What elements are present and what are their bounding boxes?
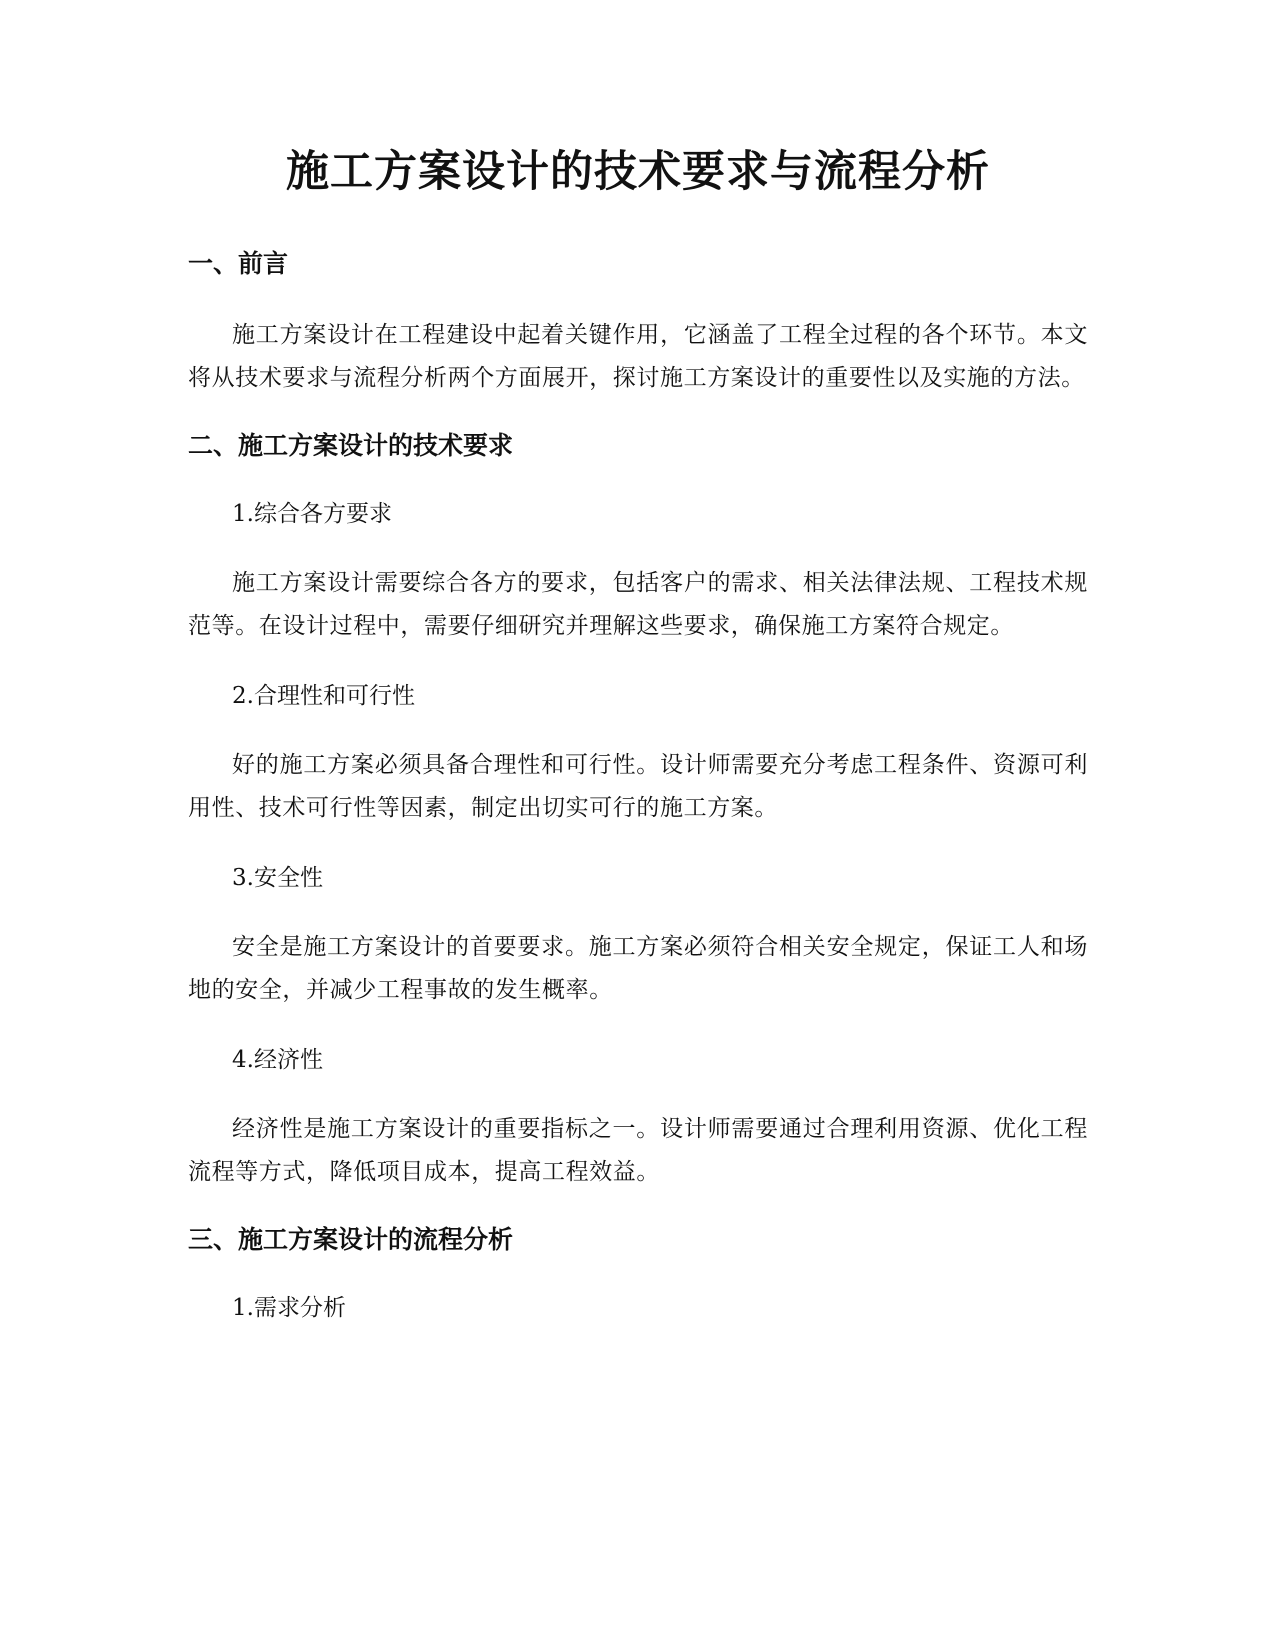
document-body	[188, 140, 1088, 1356]
preface-paragraph: 施工方案设计在工程建设中起着关键作用，它涵盖了工程全过程的各个环节。本文将从技术要求与流程分析两个方面展开，探讨施工方案设计的重要性以及实施的方法。	[188, 322, 1088, 391]
item-paragraph-safety: 安全是施工方案设计的首要要求。施工方案必须符合相关安全规定，保证工人和场地的安全，并减少工程事故的发生概率。	[188, 934, 1088, 1003]
section-heading-process-analysis: 三、施工方案设计的流程分析	[188, 1225, 514, 1254]
item-heading-rationality-feasibility: 2.合理性和可行性	[232, 683, 415, 709]
item-paragraph-rationality-feasibility: 好的施工方案必须具备合理性和可行性。设计师需要充分考虑工程条件、资源可利用性、技术可行性等因素，制定出切实可行的施工方案。	[188, 752, 1088, 821]
item-paragraph-economy: 经济性是施工方案设计的重要指标之一。设计师需要通过合理利用资源、优化工程流程等方式，降低项目成本，提高工程效益。	[188, 1116, 1088, 1185]
item-heading-safety: 3.安全性	[232, 865, 323, 891]
item-heading-economy: 4.经济性	[232, 1047, 323, 1073]
section-heading-preface: 一、前言	[188, 249, 289, 278]
item-heading-requirement-analysis: 1.需求分析	[232, 1295, 346, 1321]
section-heading-technical-requirements: 二、施工方案设计的技术要求	[188, 431, 514, 460]
item-paragraph-comprehensive-requirements: 施工方案设计需要综合各方的要求，包括客户的需求、相关法律法规、工程技术规范等。在设计过程中，需要仔细研究并理解这些要求，确保施工方案符合规定。	[188, 570, 1088, 639]
item-heading-comprehensive-requirements: 1.综合各方要求	[232, 501, 392, 527]
document-title: 施工方案设计的技术要求与流程分析	[286, 147, 990, 197]
